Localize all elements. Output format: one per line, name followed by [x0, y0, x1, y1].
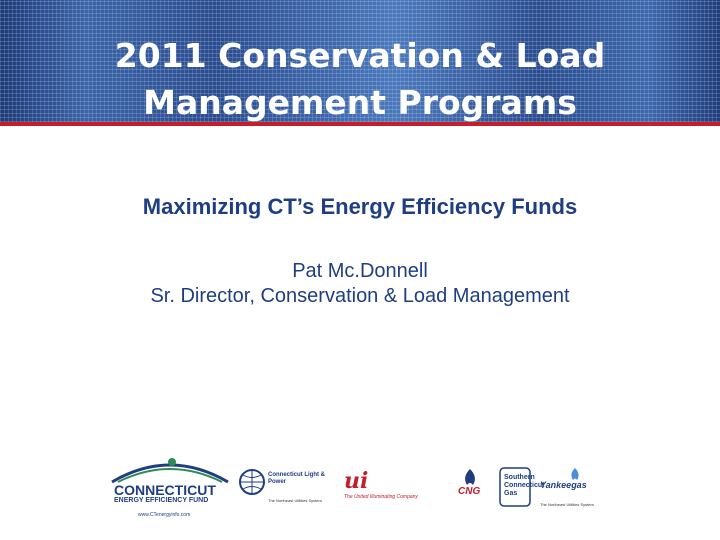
presenter-block: [0, 259, 720, 309]
ct-logo-sub: ENERGY EFFICIENCY FUND: [114, 497, 209, 504]
clp-logo: [238, 468, 328, 508]
flame-icon: [460, 468, 480, 486]
title-underline-rule: [0, 122, 720, 126]
cng-logo: [456, 468, 486, 504]
title-banner: [0, 0, 720, 122]
southern-connecticut-gas-logo: [498, 466, 545, 510]
slide-title-line-2: Management Programs: [143, 83, 577, 122]
slide-title: [0, 32, 720, 126]
united-illuminating-logo: [340, 466, 450, 506]
sponsor-logo-strip: [0, 440, 720, 520]
slide-title-line-1: 2011 Conservation & Load: [114, 36, 606, 75]
ui-logo-mark: ui: [344, 468, 369, 494]
presenter-title: Sr. Director, Conservation & Load Management: [150, 285, 570, 307]
scg-logo-mark: Southern Connecticut Gas: [504, 474, 545, 497]
ct-arc-icon: [108, 452, 233, 486]
flame-icon: [568, 468, 582, 480]
ct-logo-name: CONNECTICUT: [114, 482, 216, 498]
clp-logo-tag: The Northeast Utilities System: [268, 498, 322, 503]
cng-logo-mark: CNG: [458, 486, 481, 497]
ui-logo-tag: The United Illuminating Company: [344, 494, 418, 500]
yankeegas-logo-tag: The Northeast Utilities System: [540, 502, 594, 507]
yankeegas-logo-name: Yankeegas: [540, 480, 587, 490]
ct-logo-url: www.CTenergyinfo.com: [138, 512, 191, 518]
ct-energy-efficiency-fund-logo: [108, 452, 233, 516]
slide-subtitle: Maximizing CT’s Energy Efficiency Funds: [142, 194, 578, 219]
globe-icon: [238, 468, 266, 496]
presenter-name: Pat Mc.Donnell: [292, 260, 428, 282]
yankeegas-logo: [540, 468, 612, 508]
clp-logo-name: Connecticut Light & Power: [268, 472, 325, 485]
